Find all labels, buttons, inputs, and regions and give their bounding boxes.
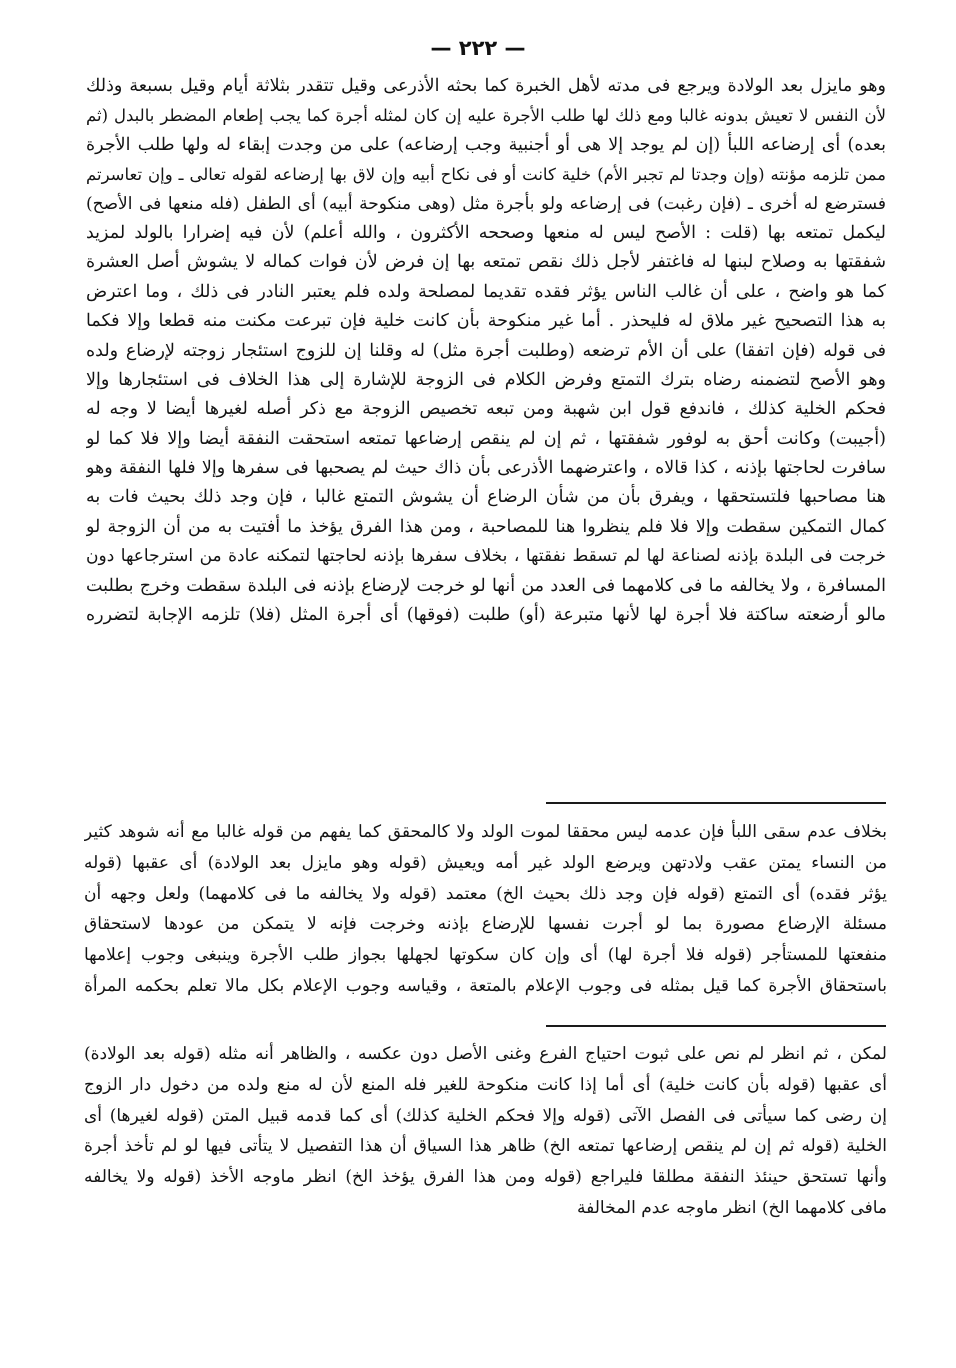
text-line: الخلية (قوله ثم إن لم ينقص إرضاعها تمتعه الخ) ظاهر هذا السياق أن هذا التفصيل لا يتأتى فيها لو لم تأخذ أجرة	[84, 1136, 887, 1157]
text-line: لأن النفس لا تعيش بدونه غالبا ومع ذلك لها طلب الأجرة عليه إن كان لمثله أجرة كما يجب إطعام المضطر بالبدل (ثم	[86, 106, 886, 126]
text-line: أى عقبها (قوله بأن كانت خلية) أى أما إذا كانت منكوحة للغير فله المنع لأن له منع ولده من دخول دار الزوج	[84, 1074, 887, 1095]
text-line: مسئلة الإرضاع مصورة بما لو أجرت نفسها للإرضاع بإذنه وخرجت فإنه لا يتمكن من عودها لاستحقاق	[84, 914, 887, 935]
footnote-separator-rule-second	[546, 1025, 886, 1027]
footnote-separator-rule	[546, 802, 886, 804]
text-line: سافرت لحاجتها بإذنه ، كذا قالاه ، واعترضهما الأذرعى بأن ذاك حيث لم يصحبها فى سفرها وإلا فلها النفقة وهو	[86, 458, 886, 479]
text-line: إن رضى كما سيأتى فى الفصل الآتى (قوله وإلا فحكم الخلية كذلك) أى كما قدمه قبيل المتن (قوله لغيرها) أى	[84, 1105, 887, 1126]
text-line: ممن تلزمه مؤنته (وإن وجدتا لم تجبر الأم) خلية كانت أو فى نكاح أبيه وإن لاق بها إرضاعه لقوله تعالى ـ وإن تعاسرتم	[86, 165, 886, 185]
text-line: فحكم الخلية كذلك ، فاندفع قول ابن شهبة ومن تبعه تخصيص الزوجة مع ذكر أصله لغيرها أيضا لا وجه له	[86, 399, 886, 420]
text-line: باستحقاق الأجرة كما قيل بمثله فى وجوب الإعلام بالمتعة ، وقياسه وجوب الإعلام بكل مالا تعلم بحكمه المرأة	[84, 975, 887, 996]
text-line: كما هو واضح ، على أن غالب الناس يؤثر فقده تقديما لمصلحة ولده فلم يعتبر النادر فى ذلك ، وما اعترض	[86, 281, 886, 302]
text-line: من النساء يمتن عقب ولادتهن ويرضع الولد غير أمه ويعيش (قوله وهو مايزل بعد الولادة) أى عقبها (قوله	[84, 852, 887, 873]
text-line: منفعتها للمستأجر (قوله فلا أجرة لها) أى وإن كان سكوتها لجهلها بجواز طلب الأجرة وينبغى وجوب إعلامها	[84, 945, 887, 966]
footnote-block-second	[84, 1039, 887, 1224]
text-line: وأنها تستحق حينئذ النفقة مطلقا فليراجع (قوله ومن هذا الفرق يؤخذ الخ) انظر ماوجه الأخذ (قوله ولا يخالفه	[84, 1167, 887, 1188]
text-line: المسافرة ، ولا يخالفه ما فى كلامهما فى العدد من أنها لو خرجت لإرضاع بإذنه فى البلدة سقطت وخرج بطلبت	[86, 575, 886, 596]
text-line: وهو مايزل بعد الولادة ويرجع فى مدته لأهل الخبرة كما بحثه الأذرعى وقيل تتقدر بثلاثة أيام وقيل بسبعة وذلك	[86, 76, 886, 96]
text-line: وهو الأصح لتضمنه رضاه بترك التمتع وفرض الكلام فى الزوجة للإشارة إلى هذا الخلاف فى استئجارها وإلا	[86, 369, 886, 390]
text-line: بخلاف عدم سقى اللبأ فإن عدمه ليس محققا لموت الولد ولا كالمحقق كما يفهم من قوله غالبا مع أنه شوهد كثير	[84, 822, 887, 842]
text-line: شفقتها به وصلاح لبنها له فاغتفر لأجل ذلك نقص تمتعه بها إن فرض لأن فوات كماله لا يشوش أصل العشرة	[86, 252, 886, 273]
text-line: كمال التمكين سقطت وإلا فلا فلم ينظروا هنا للمصاحبة ، ومن هذا الفرق يؤخذ ما أفتيت به من أن الزوجة لو	[86, 516, 886, 537]
footnote-block-first	[84, 817, 887, 1002]
main-text-block	[86, 72, 886, 630]
text-line: ليكمل تمتعه بها (قلت : الأصح ليس له منعها وصححه الأكثرون ، والله أعلم) لأن فيه إضرارا بالولد لمزيد	[86, 222, 886, 243]
text-line: يؤثر فقده) أى التمتع (قوله فإن وجد ذلك بحيث الخ) معتمد (قوله ولا يخالفه ما فى كلامهما) ولعل وجهه أن	[84, 883, 887, 904]
text-line: (أجيبت) وكانت أحق به لوفور شفقتها ، ثم إن لم ينقص إرضاعها تمتعه استحقت النفقة أيضا وإلا فلا كما لو	[86, 428, 886, 449]
text-line: لمكن ، ثم انظر لم نص على ثبوت احتياج الفرع وغنى الأصل دون عكسه ، والظاهر أنه مثله (قوله بعد الولادة)	[84, 1044, 887, 1064]
text-line: مافى كلامهما الخ) انظر ماوجه عدم المخالفة	[577, 1197, 887, 1218]
text-line: مالو أرضعته ساكتة فلا أجرة لها لأنها متبرعة (أو) طلبت (فوقها) أى أجرة المثل (فلا) تلزمه الإجابة لتضرره	[86, 605, 886, 626]
text-line: به هذا التصحيح غير ملاق له فليحذر . أما غير منكوحة بأن كانت خلية فإن تبرعت مكنت منه قطعا وإلا فكما	[86, 311, 886, 332]
page-number: — ٢٢٢ —	[430, 36, 526, 60]
text-line: خرجت فى البلدة بإذنه لصناعة لها لم تسقط نفقتها ، بخلاف سفرها بإذنه لحاجتها لتمكنه عادة من استرجاعها دون	[86, 546, 886, 567]
text-line: فى قوله (فإن اتفقا) على أن الأم ترضعه (وطلبت أجرة مثل) له وقلنا إن للزوج استئجار زوجته لإرضاع ولده	[86, 340, 886, 361]
text-line: بعده) أى إرضاعه اللبأ (إن لم يوجد إلا هى أو أجنبية وجب إرضاعه) على من وجدت إبقاء له ولها طلب الأجرة	[86, 134, 886, 155]
text-line: فسترضع له أخرى ـ (فإن رغبت) فى إرضاعه ولو بأجرة مثل (وهى منكوحة أبيه) أى الطفل (فله منعها فى الأصح)	[86, 193, 886, 214]
text-line: هنا مصاحبها فلتستحقها ، ويفرق بأن من شأن الرضاع أن يشوش التمتع غالبا ، فإن وجد ذلك بحيث فات به	[86, 487, 886, 508]
